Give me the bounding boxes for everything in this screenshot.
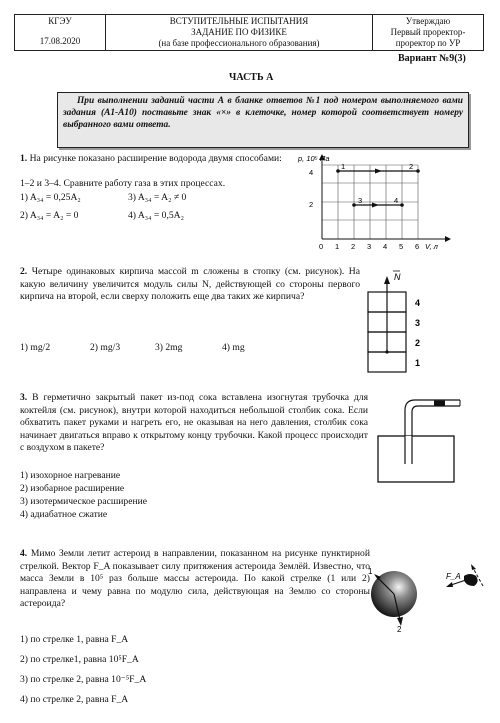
q2-option-1[interactable]: 1) mg/2 [20,342,51,353]
q1-graph-xtick-3: 3 [367,242,372,251]
q4-option-2[interactable]: 2) по стрелке1, равна 10⁵F_A [20,654,139,665]
q1-graph-xlabel: V, л [425,242,438,251]
q1-graph-xtick-5: 5 [399,242,404,251]
header-title-cell [106,15,373,51]
q4-arrow-2-label: 2 [397,625,402,632]
q1-graph-ytick-2: 2 [309,200,314,209]
q3-option-1[interactable]: 1) изохорное нагревание [20,470,121,481]
q3-body: В герметично закрытый пакет из-под сока вставлена изогнутая трубочка для коктейля (см. рисунок), внутри которой находиться небольшой столбик сока. Если обхватить пакет руками и нагреть его, не оказывая на него давления, столбик сока начинает двигаться вправо к открытому концу трубочки. Какой процесс происходит с воздухом в пакете? [20,392,368,453]
q1-option-1[interactable]: 1) A₃₄ = 0,25A₂ [20,192,81,203]
q1-graph-point-2: 2 [409,162,414,171]
q4-arrow-1-label: 1 [368,567,373,576]
q2-bricks-figure [360,262,440,374]
header-approve-line-2: Первый проректор- [390,27,466,37]
q2-option-4[interactable]: 4) mg [222,342,245,353]
q1-text-line1: На рисунке показано расширение водорода двумя способами: [29,153,282,164]
header-org-cell [15,15,106,51]
q1-graph-xtick-0: 0 [319,242,324,251]
q2-option-3[interactable]: 3) 2mg [155,342,183,353]
q3-text [20,392,368,455]
q1-pv-graph [295,153,490,253]
header-title-line-2: ЗАДАНИЕ ПО ФИЗИКЕ [191,27,287,37]
q4-number: 4. [20,548,28,559]
header-date: 17.08.2020 [39,36,81,46]
q4-text [20,548,370,611]
q3-juice-pack-figure [372,392,488,488]
header-title-line-3: (на базе профессионального образования) [158,38,320,48]
q4-earth-asteroid-figure [368,548,490,632]
q1-graph-point-3: 3 [358,196,363,205]
q3-option-3[interactable]: 3) изотермическое расширение [20,496,147,507]
q1-graph-point-4: 4 [394,196,399,205]
q2-brick-2: 2 [415,338,421,348]
header-table [14,14,484,51]
q2-brick-1: 1 [415,358,421,368]
part-title: ЧАСТЬ А [229,72,274,83]
q1-option-3[interactable]: 3) A₃₄ = A₂ ≠ 0 [128,192,187,203]
q2-option-2[interactable]: 2) mg/3 [90,342,121,353]
header-approve-cell [373,15,484,51]
header-org: КГЭУ [48,16,72,26]
q4-option-3[interactable]: 3) по стрелке 2, равна 10⁻⁵F_A [20,674,147,685]
q3-number: 3. [20,392,28,403]
instruction-box: При выполнении заданий части А в бланке ответов №1 под номером выполняемого вами задания (А1-А10) поставьте знак «×» в клеточке, номер которой соответствует номеру выбранного вами ответа. [57,92,469,148]
q4-force-label: F_A [446,572,461,581]
q4-option-4[interactable]: 4) по стрелке 2, равна F_A [20,694,129,705]
q4-option-1[interactable]: 1) по стрелке 1, равна F_A [20,634,129,645]
header-title-line-1: ВСТУПИТЕЛЬНЫЕ ИСПЫТАНИЯ [169,16,309,26]
q1-text [20,153,292,166]
q2-brick-4: 4 [415,298,421,308]
q3-option-2[interactable]: 2) изобарное расширение [20,483,125,494]
q1-option-2[interactable]: 2) A₃₄ = A₂ = 0 [20,210,79,221]
q1-graph-ylabel: p, 10⁵ Па [298,154,330,163]
q2-force-label: N [394,272,401,282]
q2-number: 2. [20,266,28,277]
asteroid-icon [464,574,478,586]
q2-body: Четыре одинаковых кирпича массой m сложены в стопку (см. рисунок). На какую величину увеличится модуль силы N, действующей со стороны первого кирпича на второй, если сверху положить еще два таких же кирпича? [20,266,360,302]
variant-label: Вариант №9(3) [398,53,466,64]
q3-option-4[interactable]: 4) адиабатное сжатие [20,509,108,520]
q1-number: 1. [20,153,28,164]
header-approve-line-1: Утверждаю [405,16,451,26]
q2-text [20,266,360,304]
q4-body: Мимо Земли летит астероид в направлении, показанном на рисунке пунктирной стрелкой. Вектор F_A показывает силу притяжения астероида Землёй. Известно, что масса Земли в 10⁵ раз больше массы астероида. По какой стрелке (1 или 2) направлена и чему равна по модулю сила, действующая на Землю со стороны астероида? [20,548,370,609]
q1-graph-xtick-1: 1 [335,242,340,251]
q1-graph-xtick-2: 2 [351,242,356,251]
q1-graph-ytick-4: 4 [309,168,314,177]
q2-brick-3: 3 [415,318,421,328]
q1-graph-xtick-4: 4 [383,242,388,251]
q1-text-2: 1–2 и 3–4. Сравните работу газа в этих процессах. [20,178,226,189]
q1-graph-point-1: 1 [341,162,346,171]
header-approve-line-3: проректор по УР [395,38,461,48]
q1-option-4[interactable]: 4) A₃₄ = 0,5A₂ [128,210,184,221]
q1-graph-xtick-6: 6 [415,242,420,251]
